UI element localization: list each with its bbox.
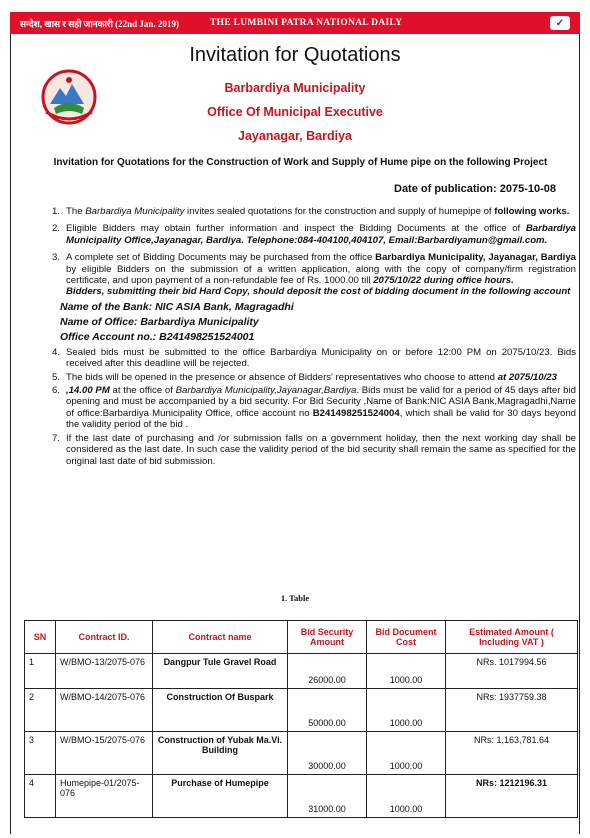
list-item	[36, 206, 576, 217]
notice-items	[36, 206, 576, 473]
cell-doc-cost: 1000.00	[367, 732, 446, 775]
list-item	[36, 252, 576, 298]
cell-contract-id: W/BMO-13/2075-076	[56, 654, 153, 689]
cell-bid-security: 30000.00	[288, 732, 367, 775]
item-number: 4.	[51, 346, 60, 358]
item-number: 7.	[51, 432, 60, 444]
item-text: ,14.00 PM at the office of Barbardiya Municipality,Jayanagar,Bardiya. Bids must be valid for a period of 45 days after bid opening and must be accompanied by a bid security. For Bid Security ,Name of Bank:NIC ASIA Bank,Magragadhi,Name of office:Barbardiya Municipality Office, office account no B241498251524004, which shall be valid for 30 days beyond the validity period of the bid .	[66, 385, 576, 431]
table-row	[25, 689, 578, 732]
cell-contract-id: Humepipe-01/2075-076	[56, 775, 153, 818]
col-bid-security: Bid Security Amount	[288, 621, 367, 654]
newspaper-name: THE LUMBINI PATRA NATIONAL DAILY	[210, 18, 403, 28]
list-item	[36, 223, 576, 246]
item-number: 5.	[51, 371, 60, 383]
item-number: 1.	[51, 206, 60, 217]
page-title: Invitation for Quotations	[189, 44, 401, 66]
cell-bid-security: 31000.00	[288, 775, 367, 818]
item-text: A complete set of Bidding Documents may be purchased from the office Barbardiya Municipality, Jayanagar, Bardiya by eligible Bidders on the submission of a written application, along with the copy of company/firm registration certificate, and upon payment of a non-refundable fee of Rs. 1000.00 till 2075/10/22 during office hours. Bidders, submitting their bid Hard Copy, should deposit the cost of bidding document in the following account	[66, 252, 576, 298]
item-text: If the last date of purchasing and /or submission falls on a government holiday, then the next working day shall be considered as the last date. In such case the validity period of the bid security shall remain the same as specified for the original last date of bid submission.	[66, 432, 576, 467]
list-item	[36, 433, 576, 467]
cell-contract-name: Construction Of Buspark	[153, 689, 288, 732]
table-header-row	[25, 621, 578, 654]
newspaper-banner	[10, 12, 580, 34]
item-text: The Barbardiya Municipality invites sealed quotations for the construction and supply of humepipe of following works.	[66, 206, 570, 217]
cell-doc-cost: 1000.00	[367, 689, 446, 732]
office-account: Office Account no.: B241498251524001	[60, 330, 255, 343]
item-number: 6.	[51, 385, 60, 397]
item-text: The bids will be opened in the presence or absence of Bidders' representatives who choose to attend at 2075/10/23	[66, 371, 557, 383]
table-row	[25, 775, 578, 818]
cell-estimated-amount: NRs: 1937759.38	[446, 689, 578, 732]
cell-contract-name: Construction of Yubak Ma.Vi. Building	[153, 732, 288, 775]
item-text: Sealed bids must be submitted to the office Barbardiya Municipality on or before 12:00 PM on 2075/10/23. Bids received after this deadline will be rejected.	[66, 346, 576, 370]
contracts-table	[24, 620, 578, 818]
cell-sn: 2	[25, 689, 56, 732]
cell-estimated-amount: NRs. 1017994.56	[446, 654, 578, 689]
cell-estimated-amount: NRs: 1,163,781.64	[446, 732, 578, 775]
table-row	[25, 732, 578, 775]
banner-left-text: सन्देश, खास र सही जानकारी (22nd Jan. 2019)	[20, 18, 179, 29]
publication-date: Date of publication: 2075-10-08	[394, 183, 556, 195]
item-number: 3.	[51, 252, 60, 264]
col-contract-id: Contract ID.	[56, 621, 153, 654]
office-name: Name of Office: Barbardiya Municipality	[60, 315, 259, 328]
col-estimated-amount: Estimated Amount ( Including VAT )	[446, 621, 578, 654]
bank-name: Name of the Bank: NIC ASIA Bank, Magragadhi	[60, 300, 294, 313]
cell-sn: 3	[25, 732, 56, 775]
list-item	[36, 372, 576, 383]
cell-contract-name: Purchase of Humepipe	[153, 775, 288, 818]
cell-doc-cost: 1000.00	[367, 654, 446, 689]
cell-contract-name: Dangpur Tule Gravel Road	[153, 654, 288, 689]
cell-sn: 1	[25, 654, 56, 689]
table-caption: 1. Table	[280, 593, 310, 603]
list-item	[36, 385, 576, 431]
list-item	[36, 347, 576, 370]
check-icon: ✓	[550, 16, 570, 30]
col-contract-name: Contract name	[153, 621, 288, 654]
cell-doc-cost: 1000.00	[367, 775, 446, 818]
org-name: Barbardiya Municipality	[224, 81, 366, 95]
cell-contract-id: W/BMO-14/2075-076	[56, 689, 153, 732]
item-text: Eligible Bidders may obtain further information and inspect the Bidding Documents at the office of Barbardiya Municipality Office,Jayanagar, Bardiya. Telephone:084-404100,404107, Email:Barbardiyamun@gmail.com.	[66, 223, 576, 246]
cell-estimated-amount: NRs: 1212196.31	[446, 775, 578, 818]
cell-bid-security: 50000.00	[288, 689, 367, 732]
org-office: Office Of Municipal Executive	[207, 105, 383, 119]
cell-contract-id: W/BMO-15/2075-076	[56, 732, 153, 775]
cell-sn: 4	[25, 775, 56, 818]
col-doc-cost: Bid Document Cost	[367, 621, 446, 654]
col-sn: SN	[25, 621, 56, 654]
org-location: Jayanagar, Bardiya	[238, 129, 352, 143]
notice-subtitle: Invitation for Quotations for the Construction of Work and Supply of Hume pipe on the following Project	[53, 157, 548, 168]
cell-bid-security: 26000.00	[288, 654, 367, 689]
table-row	[25, 654, 578, 689]
item-number: 2.	[51, 223, 60, 235]
